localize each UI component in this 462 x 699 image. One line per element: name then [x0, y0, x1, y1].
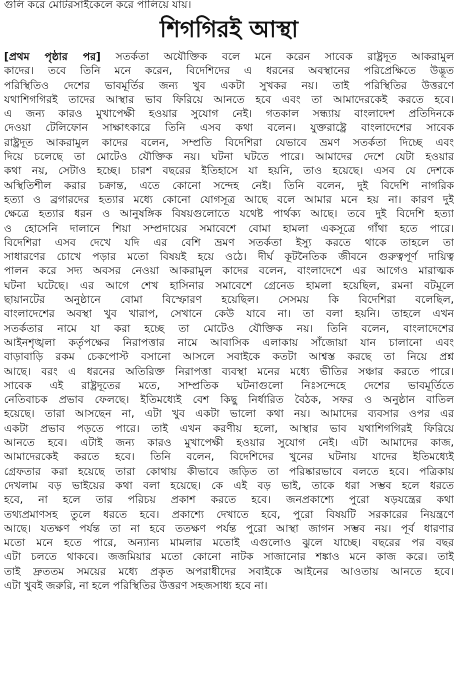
article-line: এ জন্য কারও মুখাপেক্ষী হওয়ার সুযোগ নেই। গতকাল সন্ধ্যায় বাংলাদেশ প্রতিদিনকে [4, 108, 454, 121]
article-line: আছে। বরং এ ধরনের অতিরিক্ত নিরাপত্তা ব্যবস্থা মনের মধ্যে ভীতির সঞ্চার করতে পারে। [4, 365, 454, 378]
article-line: এটা খুবই জরুরি, না হলে পরিস্থিতির উত্তরণ সহজসাধ্য হবে না। [4, 579, 268, 592]
article-line: ছায়ানটের অনুষ্ঠানে বোমা বিস্ফোরণ হয়েছিল। সেসময় কি বিদেশিরা বলেছিল, [4, 294, 454, 307]
continuation-marker: [প্রথম পৃষ্ঠার পর] [4, 51, 101, 63]
article-line: সাধারণের চোখে পড়ার মতো বিষয়ই হয়ে ওঠে। দীর্ঘ কূটনৈতিক জীবনে গুরুত্বপূর্ণ দায়িত্ব [4, 251, 454, 264]
article-line: আমাদেরকেই করতে হবে। তিনি বলেন, বিদেশিদের খুনের ঘটনায় যাদের ইতিমধ্যেই [4, 451, 454, 464]
article-line: বাড়াবাড়ি রকম চেকপোস্ট বসানো আসলে সবাইকে কতটা আশ্বস্ত করছে তা নিয়ে প্রশ্ন [4, 351, 454, 364]
article-line: এটা চলতে থাকবে। জজমিয়ার মতো কোনো নাটক সাজানোর শঙ্কাও মনে কাজ করে। তাই [4, 551, 454, 564]
article-line: পরিস্থিতিও দেশের ভাবমূর্তির জন্য খুব একটা সুখকর নয়। তাই পরিস্থিতির উত্তরণে [4, 79, 454, 92]
article-line: হত্যা ও ব্রগারদের হত্যার মধ্যে কোনো যোগসূত্র আছে বলে আমার মনে হয় না। কারণ দুই [4, 193, 454, 206]
article-line: গ্রেফতার করা হয়েছে তারা কোথায় কীভাবে জড়িত তা পরিষ্কারভাবে বলতে হবে। পত্রিকায় [4, 465, 454, 478]
article-line: দিয়ে চলেছে তা মোটেও যৌক্তিক নয়। ঘটনা ঘটতে পারে। আমাদের দেশে যেটা হওয়ার [4, 151, 454, 164]
article-line: আছে। যতক্ষণ পর্যন্ত তা না হবে ততক্ষণ পর্যন্ত পুরো আস্থা জাগন সম্ভব নয়। পূর্ব ধারণার [4, 522, 454, 535]
article-line: দেওয়া টেলিফোন সাক্ষাৎকারে তিনি এসব কথা বলেন। যুক্তরাষ্ট্রে বাংলাদেশের সাবেক [4, 122, 454, 135]
article-line: কাদের। তবে তিনি মনে করেন, বিদেশিদের এ ধরনের অবস্থানের পরিপ্রেক্ষিতে উদ্ভূত [4, 65, 454, 78]
article-line: রাষ্ট্রদূত আকরামুল কাদের বলেন, সম্প্রতি বিদেশিরা যেভাবে ভ্রমণ সতর্কতা দিচ্ছে এবং [4, 136, 454, 149]
article-headline: শিগগিরই আস্থা [159, 17, 299, 43]
article-line: নেতিবাচক প্রভাব ফেলছে। ইতিমধ্যেই বেশ কিছু নির্ধারিত বৈঠক, সফর ও অনুষ্ঠান বাতিল [4, 394, 454, 407]
article-line: ও হোসেনি দালানে শিয়া সম্প্রদায়ের সমাবেশে বোমা হামলা একসূত্রে গাঁথা হতে পারে। [4, 222, 454, 235]
article-line: সাবেক এই রাষ্ট্রদূতের মতে, সাম্প্রতিক ঘটনাগুলো নিঃসন্দেহে দেশের ভাবমূর্তিতে [4, 379, 454, 392]
article-line: একটা প্রভাব পড়তে পারে। তাই এখন করণীয় হলো, আস্থার ভাব যথাশিগগিরই ফিরিয়ে [4, 422, 454, 435]
article-line: আইনশৃঙ্খলা কর্তৃপক্ষের নিরাপত্তার নামে আবাসিক এলাকায় সাঁজোয়া যান চালানো এবং [4, 336, 454, 349]
article-line: যথাশিগগিরই তাদের আস্থার ভাব ফিরিয়ে আনতে হবে এবং তা আমাদেরকেই করতে হবে। [4, 93, 454, 106]
article-body [4, 50, 454, 593]
article-line: অস্থিতিশীল করার চক্রান্ত, এতে কোনো সন্দেহ নেই। তিনি বলেন, দুই বিদেশি নাগরিক [4, 179, 454, 192]
article-line: আনতে হবে। এটাই জন্য কারও মুখাপেক্ষী হওয়ার সুযোগ নেই। এটা আমাদের কাজ, [4, 437, 454, 450]
article-line: সতর্কতার নামে যা করা হচ্ছে তা মোটেও যৌক্তিক নয়। তিনি বলেন, বাংলাদেশের [4, 322, 454, 335]
article-line: হবে, না হলে তার পরিচয় প্রকাশ করতে হবে। জনপ্রকাশ্যে পুরো ষড়যন্ত্রের কথা [4, 494, 454, 507]
article-line: তথ্যপ্রমাণসহ তুলে ধরতে হবে। প্রকাশ্যে দেখাতে হবে, পুরো বিষয়টি সরকারের নিয়ন্ত্রণে [4, 508, 454, 521]
article-line: হয়েছে। তারা আসছেন না, এটা খুব একটা ভালো কথা নয়। আমাদের ব্যবসার ওপর এর [4, 408, 454, 421]
article-line: পালন করে সদ্য অবসর নেওয়া আকরামুল কাদের বলেন, বাংলাদেশে এর আগেও মারাত্মক [4, 265, 454, 278]
article-line: দেখলাম বড় ভাইয়ের কথা বলা হয়েছে। কে এই বড় ভাই, তাকে ধরা সম্ভব হলে ধরতে [4, 479, 454, 492]
article-line: বাংলাদেশের অবস্থা খুব খারাপ, সেখানে কেউ যাবে না। তা বলা হয়নি। তাহলে এখন [4, 308, 454, 321]
article-line: বিদেশিরা এসব দেখে যদি এর বেশি ভ্রমণ সতর্কতা ইস্যু করতে থাকে তাহলে তা [4, 236, 454, 249]
article-line: কথা নয়, সেটাও হচ্ছে। চারশ বছরের ইতিহাসে যা হয়নি, তাও হয়েছে। এসব যে দেশকে [4, 165, 454, 178]
article-line: মতো মনে হতে পারে, অন্যান্য মামলার মতোই এগুলোও ঝুলে যাচ্ছে। বছরের পর বছর [4, 537, 454, 550]
previous-article-ending: গুলি করে মোটরসাইকেলে করে পালিয়ে যায়। [4, 0, 192, 11]
article-line: ক্ষেত্রে হত্যার ধরন ও আনুষঙ্গিক বিষয়গুলোতে যথেষ্ট পার্থক্য আছে। তবে দুই বিদেশি হত্যা [4, 208, 454, 221]
article-line: তাই দ্রুততম সময়ের মধ্যে প্রকৃত অপরাধীদের সবাইকে আইনের আওতায় আনতে হবে। [4, 565, 454, 578]
article-line: [প্রথম পৃষ্ঠার পর] সতর্কতা অযৌক্তিক বলে মনে করেন সাবেক রাষ্ট্রদূত আকরামুল [4, 51, 454, 63]
article-line: ঘটনা ঘটেছে। এর আগে শেখ হাসিনার সমাবেশে গ্রেনেড হামলা হয়েছিল, রমনা বটমূলে [4, 279, 454, 292]
